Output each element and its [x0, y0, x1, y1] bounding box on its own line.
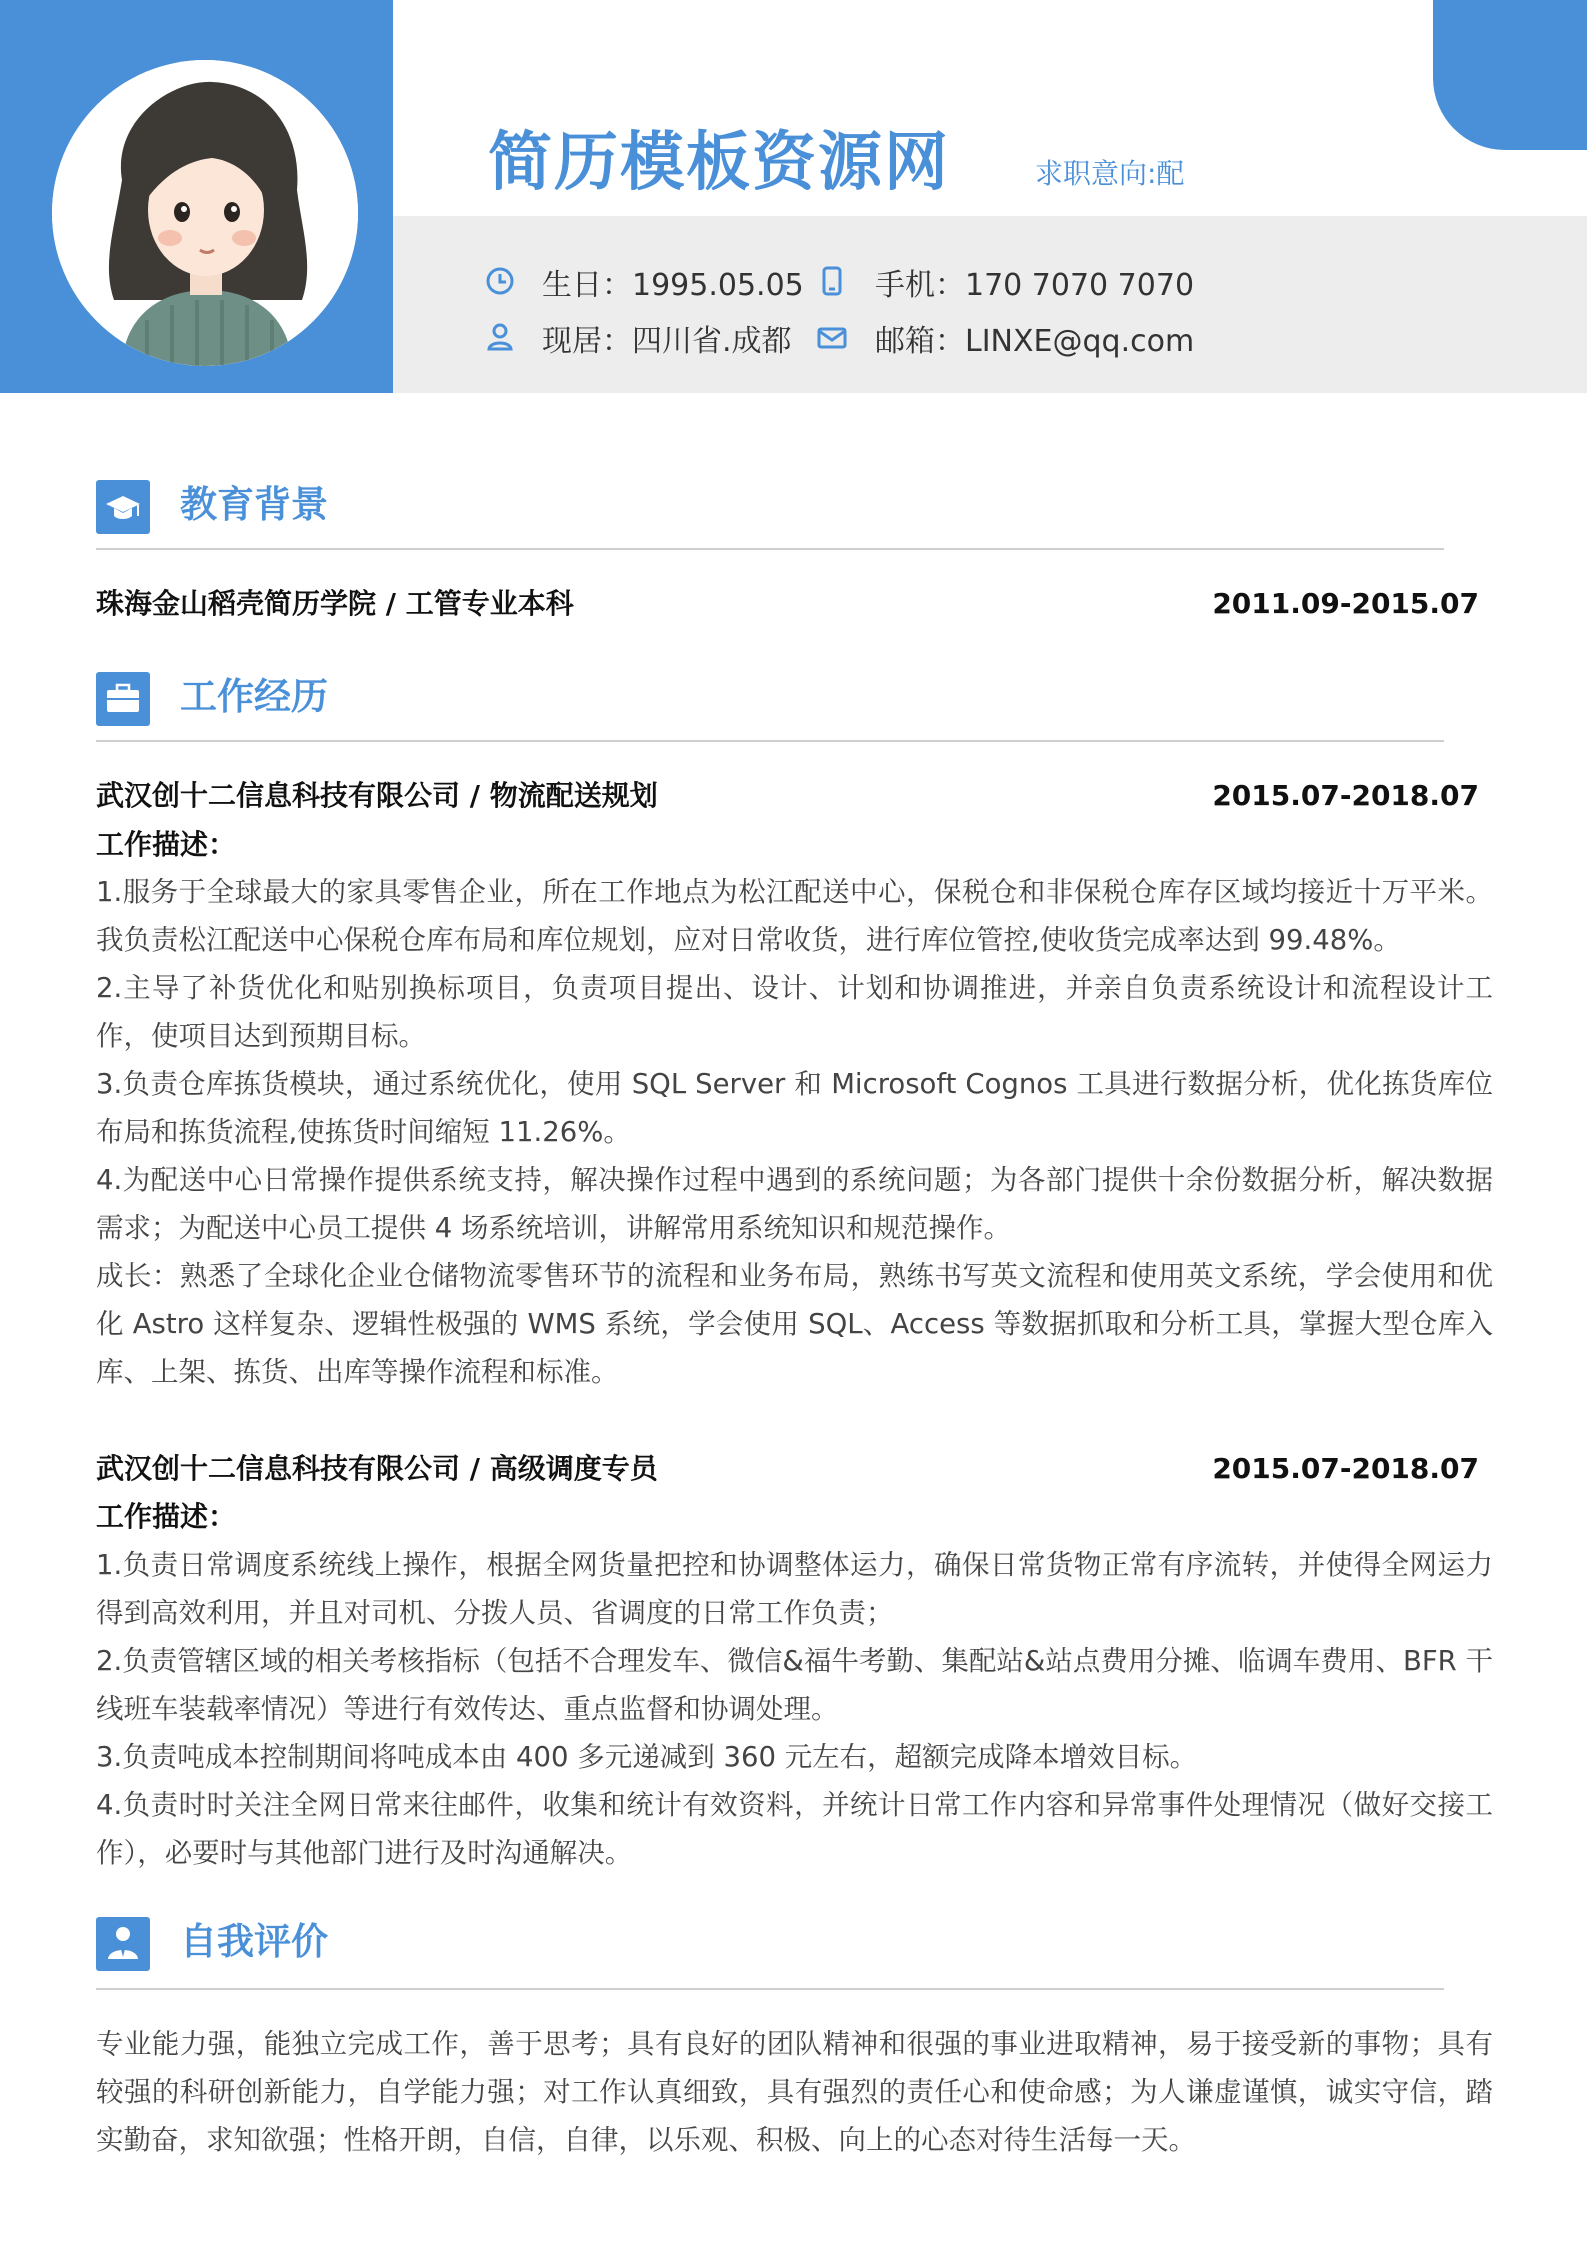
phone: 手机：170 7070 7070 — [875, 268, 1195, 303]
section-divider — [96, 740, 1444, 742]
person-icon — [96, 1917, 150, 1971]
job-line: 1.负责日常调度系统线上操作，根据全网货量把控和协调整体运力，确保日常货物正常有序流转，并使得全网运力得到高效利用，并且对司机、分拨人员、省调度的日常工作负责； — [96, 1549, 1493, 1629]
section-icon-box — [96, 672, 150, 726]
section-title-self-evaluation: 自我评价 — [180, 1920, 328, 1963]
name-title: 简历模板资源网 — [488, 126, 950, 200]
job-description-label: 工作描述： — [96, 828, 237, 861]
job-date: 2015.07-2018.07 — [1212, 779, 1479, 812]
job-line: 1.服务于全球最大的家具零售企业，所在工作地点为松江配送中心，保税仓和非保税仓库存区域均接近十万平米。我负责松江配送中心保税仓库布局和库位规划，应对日常收货，进行库位管控,使收货完成率达到 99.48%。 — [96, 876, 1493, 956]
graduation-cap-icon — [96, 480, 150, 534]
job-entry: 武汉创十二信息科技有限公司 / 高级调度专员 — [96, 1452, 658, 1485]
job-description-label: 工作描述： — [96, 1500, 237, 1533]
job-line: 3.负责吨成本控制期间将吨成本由 400 多元递减到 360 元左右，超额完成降本增效目标。 — [96, 1741, 1198, 1773]
email: 邮箱：LINXE@qq.com — [875, 324, 1195, 359]
section-title-education: 教育背景 — [180, 483, 328, 526]
job-line: 成长：熟悉了全球化企业仓储物流零售环节的流程和业务布局，熟练书写英文流程和使用英文系统，学会使用和优化 Astro 这样复杂、逻辑性极强的 WMS 系统，学会使用 SQL、Access 等数据抓取和分析工具，掌握大型仓库入库、上架、拣货、出库等操作流程和标准。 — [96, 1260, 1493, 1388]
job-intention: 求职意向:配 — [1035, 157, 1185, 190]
job-line: 4.为配送中心日常操作提供系统支持，解决操作过程中遇到的系统问题；为各部门提供十余份数据分析，解决数据需求；为配送中心员工提供 4 场系统培训，讲解常用系统知识和规范操作。 — [96, 1164, 1493, 1244]
avatar-illustration — [52, 60, 358, 366]
section-divider — [96, 1988, 1444, 1990]
corner-decoration — [1433, 0, 1587, 150]
job-description — [96, 1541, 1493, 1877]
education-date: 2011.09-2015.07 — [1212, 587, 1479, 620]
job-description — [96, 868, 1493, 1396]
mail-icon — [816, 321, 848, 353]
job-date: 2015.07-2018.07 — [1212, 1452, 1479, 1485]
briefcase-icon — [96, 672, 150, 726]
section-icon-box — [96, 480, 150, 534]
job-line: 2.主导了补货优化和贴别换标项目，负责项目提出、设计、计划和协调推进，并亲自负责系统设计和流程设计工作，使项目达到预期目标。 — [96, 972, 1493, 1052]
section-icon-box — [96, 1917, 150, 1971]
clock-icon — [484, 265, 516, 297]
user-location-icon — [484, 321, 516, 353]
self-evaluation-text: 专业能力强，能独立完成工作，善于思考；具有良好的团队精神和很强的事业进取精神，易于接受新的事物；具有较强的科研创新能力，自学能力强；对工作认真细致，具有强烈的责任心和使命感；为人谦虚谨慎，诚实守信，踏实勤奋，求知欲强；性格开朗，自信，自律，以乐观、积极、向上的心态对待生活每一天。 — [96, 2028, 1493, 2156]
section-divider — [96, 548, 1444, 550]
job-line: 3.负责仓库拣货模块，通过系统优化，使用 SQL Server 和 Microsoft Cognos 工具进行数据分析，优化拣货库位布局和拣货流程,使拣货时间缩短 11.26%。 — [96, 1068, 1493, 1148]
avatar — [52, 60, 358, 366]
job-entry: 武汉创十二信息科技有限公司 / 物流配送规划 — [96, 779, 658, 812]
phone-icon — [816, 265, 848, 297]
job-line: 2.负责管辖区域的相关考核指标（包括不合理发车、微信&福牛考勤、集配站&站点费用分摊、临调车费用、BFR 干线班车装载率情况）等进行有效传达、重点监督和协调处理。 — [96, 1645, 1493, 1725]
section-title-work: 工作经历 — [180, 675, 328, 718]
job-line: 4.负责时时关注全网日常来往邮件，收集和统计有效资料，并统计日常工作内容和异常事件处理情况（做好交接工作），必要时与其他部门进行及时沟通解决。 — [96, 1789, 1493, 1869]
residence: 现居：四川省.成都 — [542, 324, 792, 359]
education-entry: 珠海金山稻壳简历学院 / 工管专业本科 — [96, 587, 574, 620]
birthday: 生日：1995.05.05 — [542, 268, 804, 303]
